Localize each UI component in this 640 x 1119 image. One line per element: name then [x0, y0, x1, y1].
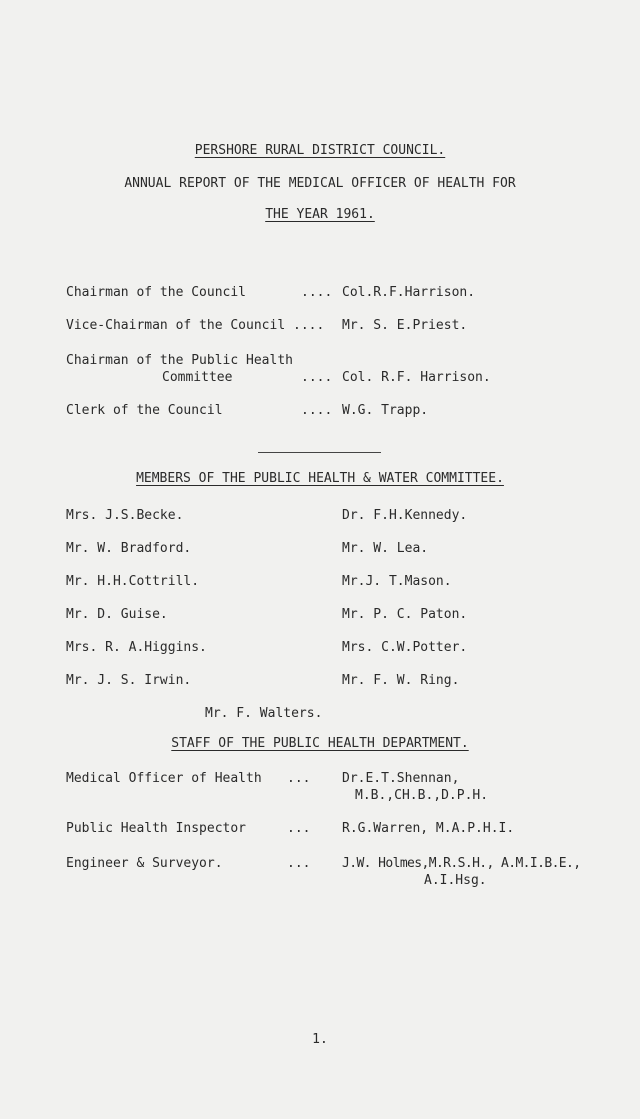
committee-member: Mr. W. Bradford.	[66, 541, 192, 556]
staff-qualifications: M.B.,CH.B.,D.P.H.	[355, 788, 489, 803]
committee-member: Mr. D. Guise.	[66, 607, 168, 622]
section-divider	[258, 452, 381, 453]
staff-name: J.W. Holmes,M.R.S.H., A.M.I.B.E.,	[342, 856, 581, 871]
committee-member: Mr.J. T.Mason.	[342, 574, 452, 589]
staff-role: Medical Officer of Health	[66, 771, 262, 786]
staff-name: R.G.Warren, M.A.P.H.I.	[342, 821, 515, 836]
leader-dots: ...	[287, 771, 311, 786]
committee-member: Mrs. C.W.Potter.	[342, 640, 468, 655]
committee-member: Mr. P. C. Paton.	[342, 607, 468, 622]
committee-member: Mr. H.H.Cottrill.	[66, 574, 200, 589]
staff-role: Public Health Inspector	[66, 821, 247, 836]
staff-role: Engineer & Surveyor.	[66, 856, 223, 871]
staff-qualifications: A.I.Hsg.	[424, 873, 487, 888]
leader-dots: ....	[293, 318, 325, 333]
committee-member: Mr. F. Walters.	[205, 706, 323, 721]
officer-name: Col.R.F.Harrison.	[342, 285, 476, 300]
report-subtitle-line2: THE YEAR 1961.	[265, 207, 375, 222]
committee-member: Mrs. J.S.Becke.	[66, 508, 184, 523]
officer-role: Clerk of the Council	[66, 403, 223, 418]
officer-name: Mr. S. E.Priest.	[342, 318, 468, 333]
officer-role: Chairman of the Public Health	[66, 353, 293, 368]
page-number: 1.	[312, 1032, 328, 1047]
staff-name: Dr.E.T.Shennan,	[342, 771, 460, 786]
committee-member: Mr. F. W. Ring.	[342, 673, 460, 688]
committee-member: Mr. W. Lea.	[342, 541, 429, 556]
committee-member: Mrs. R. A.Higgins.	[66, 640, 207, 655]
leader-dots: ...	[287, 856, 311, 871]
leader-dots: ....	[301, 403, 333, 418]
officer-name: Col. R.F. Harrison.	[342, 370, 491, 385]
committee-heading: MEMBERS OF THE PUBLIC HEALTH & WATER COMMITTEE.	[136, 471, 504, 486]
leader-dots: ...	[287, 821, 311, 836]
leader-dots: ....	[301, 285, 333, 300]
officer-role-continued: Committee	[162, 370, 233, 385]
officer-role: Chairman of the Council	[66, 285, 247, 300]
committee-member: Mr. J. S. Irwin.	[66, 673, 192, 688]
committee-member: Dr. F.H.Kennedy.	[342, 508, 468, 523]
officer-name: W.G. Trapp.	[342, 403, 429, 418]
report-subtitle-line1: ANNUAL REPORT OF THE MEDICAL OFFICER OF HEALTH FOR	[124, 176, 516, 191]
officer-role: Vice-Chairman of the Council	[66, 318, 286, 333]
staff-heading: STAFF OF THE PUBLIC HEALTH DEPARTMENT.	[171, 736, 469, 751]
leader-dots: ....	[301, 370, 333, 385]
council-title: PERSHORE RURAL DISTRICT COUNCIL.	[194, 143, 446, 158]
